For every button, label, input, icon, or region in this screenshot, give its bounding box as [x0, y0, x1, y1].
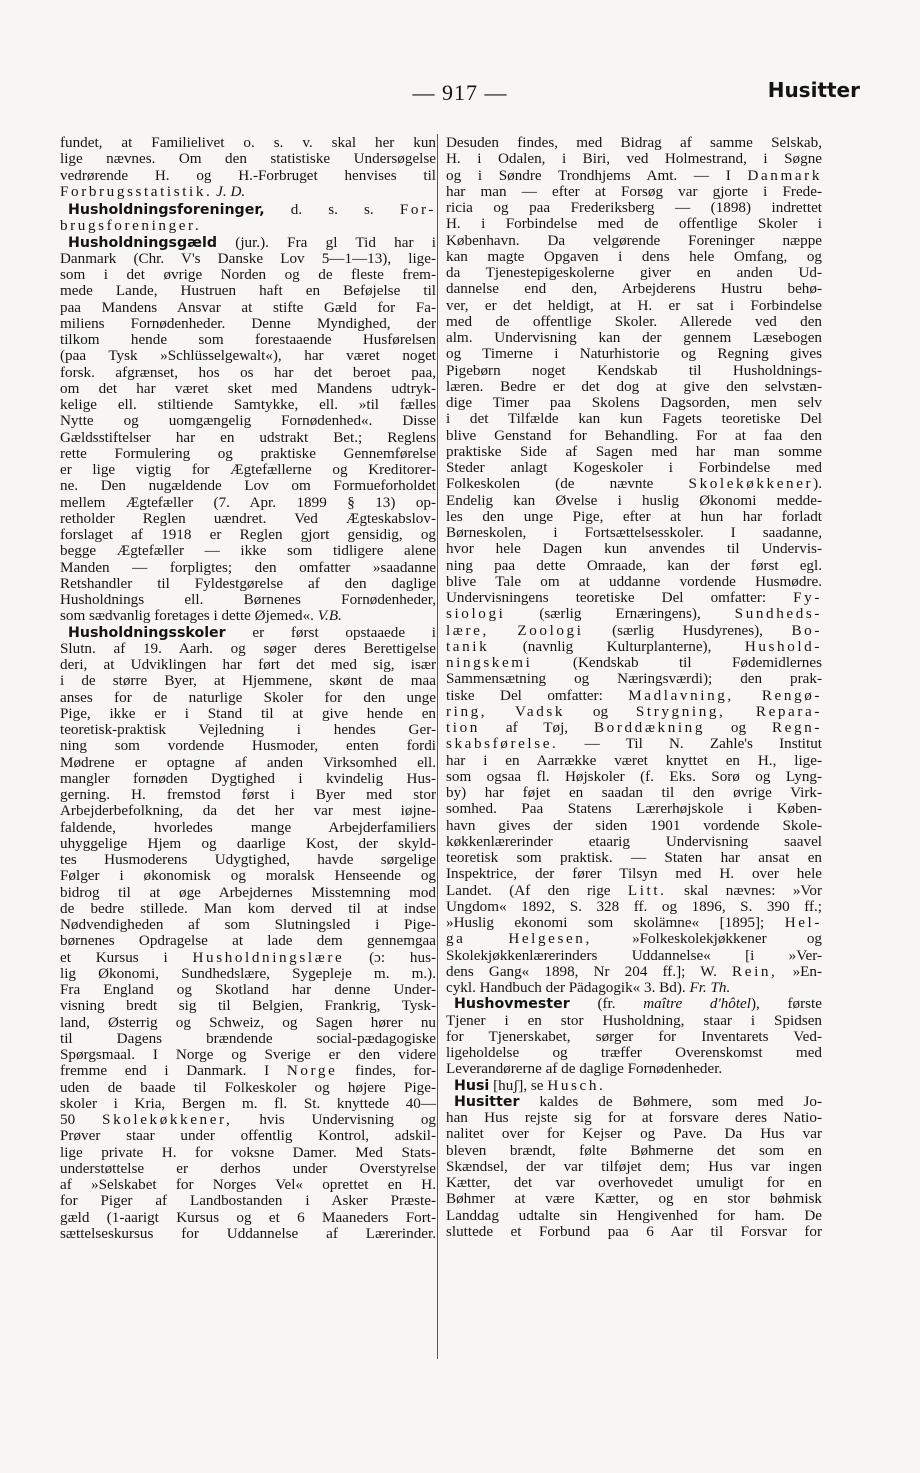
text-line: bleven brændt, følte Bøhmerne det som en	[446, 1141, 822, 1159]
text-run: findes, for-	[337, 1062, 437, 1080]
text-line: H. i Forbindelse med de offentlige Skoler i	[446, 215, 822, 233]
left-column	[60, 135, 436, 1242]
text-line	[60, 202, 436, 218]
text-line: af »Selskabet for Norges Vel« oprettet en H.	[60, 1176, 436, 1193]
text-line: kelige ell. stiltiende Samtykke, ell. »til fælles	[60, 396, 436, 413]
text-line: begge Ægtefæller — ikke som tidligere alene	[60, 542, 436, 560]
text-line: gæld (1-aarigt Kursus og et 6 Maaneders Fort-	[60, 1208, 436, 1226]
text-line: ver, er det heldigt, at H. er sat i Forbindelse	[446, 296, 822, 314]
headword: Husholdningsforeninger,	[68, 202, 265, 218]
text-run: »En-	[777, 962, 822, 980]
text-run: og	[705, 719, 772, 736]
text-run: Undervisningens teoretiske Del omfatter:	[446, 589, 794, 606]
running-head: Husitter	[767, 78, 860, 102]
text-run: Rein,	[732, 962, 778, 980]
text-line: nalitet over for Kejser og Pave. Da Hus var	[446, 1125, 822, 1143]
text-run: Danmark	[747, 166, 822, 184]
headword: Hushovmester	[454, 996, 570, 1013]
text-line: forslaget af 1918 er Reglen gjort gensidig, og	[60, 526, 436, 543]
text-line: sluttede et Forbund paa 6 Aar til Forsvar for	[446, 1222, 822, 1240]
text-run: tiske Del omfatter:	[446, 686, 629, 704]
text-run: ga Helgesen,	[446, 930, 592, 948]
text-line: understøttelse er derhos under Overstyrelse	[60, 1159, 436, 1177]
text-line	[446, 915, 822, 931]
text-run: 50	[60, 1111, 103, 1128]
text-line	[446, 883, 822, 899]
text-run: Bo-	[791, 621, 822, 639]
text-line: bidrog til at øge Arbejdernes Misstemning mod	[60, 883, 436, 901]
text-line: Spørgsmaal. I Norge og Sverige er den videre	[60, 1046, 436, 1063]
text-run: skabsførelse.	[446, 735, 559, 753]
text-line: for Piger af Landbostanden i Asker Præste-	[60, 1192, 436, 1210]
text-line: Børneskolen, i Fortsættelsesskoler. I saadanne,	[446, 524, 822, 541]
column-rule	[437, 134, 438, 1359]
text-line: har man — efter at Forsøg var gjorte i Frede-	[446, 182, 822, 200]
text-line: mangler fornøden Dygtighed i kvindelig Hus-	[60, 769, 436, 787]
text-run: cykl. Handbuch der Pädagogik« 3. Bd).	[446, 979, 690, 996]
text-line: Steder anlagt Kogeskoler i Forbindelse med	[446, 459, 822, 476]
text-run: fremme end i Danmark. I	[60, 1062, 287, 1080]
text-run: For-	[399, 201, 436, 218]
text-line: retholder Reglen uændret. Ved Ægteskabslov-	[60, 509, 436, 527]
text-run: ring,	[446, 702, 488, 720]
headword: Husi	[454, 1077, 490, 1094]
text-run: skal nævnes: »Vor	[666, 881, 822, 899]
text-line: Desuden findes, med Bidrag af samme Selskab,	[446, 134, 822, 151]
text-line	[60, 235, 436, 251]
text-run: (særlig Ernæringens),	[505, 605, 735, 623]
text-run: (jur.). Fra gl Tid har i	[217, 233, 436, 251]
text-line: som ogsaa fl. Højskoler (f. Eks. Sorø og Lyng-	[446, 767, 822, 785]
text-run: Forbrugsstatistik.	[60, 182, 213, 200]
text-run: »Folkeskolekjøkkener og	[591, 930, 822, 948]
text-run: (Kendskab til Fødemidlernes	[532, 654, 822, 671]
text-run: Skolekøkkener,	[102, 1111, 233, 1128]
text-line	[446, 931, 822, 947]
text-line: Husholdnings ell. Børnenes Fornødenheder,	[60, 591, 436, 608]
text-line: somhed. Paa Statens Lærerhøjskole i Køben-	[446, 800, 822, 818]
text-line: Skændsel, der var tilføjet dem; Hus var ingen	[446, 1157, 822, 1175]
text-line: i det Tilfælde kan kun Fagets teoretiske Del	[446, 410, 822, 428]
text-line	[60, 218, 436, 234]
text-run: af Tøj,	[479, 719, 594, 736]
text-line: havn gives der siden 1901 vordende Skole-	[446, 816, 822, 834]
text-line	[446, 606, 822, 622]
text-line: deri, at Udviklingen har ført det med sig, især	[60, 656, 436, 673]
text-run: ).	[813, 475, 822, 493]
text-line: blive Genstand for Behandling. For at faa den	[446, 426, 822, 444]
text-line: praktiske Side af Sagen med har man somme	[446, 442, 822, 460]
text-run: Hel-	[784, 914, 822, 931]
text-line: de bedre stillede. Man kom derved til at indse	[60, 899, 436, 917]
text-line: fundet, at Familielivet o. s. v. skal her kun	[60, 134, 436, 151]
text-run: Landet. (Af den rige	[446, 881, 628, 899]
headword: Husholdningsgæld	[68, 234, 217, 251]
text-line: ricia og paa Frederiksberg — (1898) indrettet	[446, 199, 822, 216]
text-line: Følger i økonomisk og moralsk Henseende og	[60, 867, 436, 885]
text-line: Skolekjøkkenlærerinders Uddannelse« [i »Ver-	[446, 946, 822, 964]
text-line	[446, 476, 822, 492]
headword: Husholdningsskoler	[68, 624, 226, 641]
text-line: forsk. afgrænset, hos os har det beroet paa,	[60, 363, 436, 381]
text-run: ), første	[750, 995, 822, 1013]
text-run: kaldes de Bøhmere, som med Jo-	[519, 1092, 822, 1110]
text-run: Husholdningslære	[192, 948, 345, 966]
text-line: Ungdom« 1892, S. 328 ff. og 1896, S. 390 ff.;	[446, 897, 822, 915]
text-line	[446, 1078, 822, 1094]
text-run: »Huslig ekonomi som skolämne« [1895];	[446, 914, 785, 931]
text-line: Kætter, det var overhovedet umuligt for en	[446, 1174, 822, 1191]
text-line: børnenes Opdragelse at lade dem gennemgaa	[60, 932, 436, 950]
text-line: er lige vigtig for Ægtefællerne og Kreditorer-	[60, 461, 436, 478]
text-line: da Tjenestepigeskolerne giver en anden Ud-	[446, 264, 822, 281]
text-line: Mødrene er optagne af anden Virksomhed ell.	[60, 753, 436, 771]
headword: Husitter	[454, 1093, 520, 1110]
text-line: uden de baade til Folkeskoler og højere Pige-	[60, 1078, 436, 1096]
text-line: til Dagens brændende social-pædagogiske	[60, 1029, 436, 1047]
text-run: Madlavning, Rengø-	[628, 686, 823, 704]
text-line: Gældsstiftelser har en udstrakt Bet.; Reglens	[60, 428, 436, 446]
text-line: om det har været sket med Mandens udtryk-	[60, 379, 436, 397]
text-line: køkkenlærerinder etaarig Undervisning saavel	[446, 832, 822, 850]
text-run: hvis Undervisning og	[232, 1111, 436, 1128]
text-line: hvor hele Dagen kun anvendes til Undervis-	[446, 540, 822, 558]
text-run: Borddækning	[593, 719, 706, 736]
text-run	[487, 703, 515, 720]
text-run: maître d'hôtel	[643, 995, 751, 1013]
text-run: dens Gang« 1898, Nr 204 ff.]; W.	[446, 962, 733, 980]
text-line: Nytte og uomgængelig Fornødenhed«. Disse	[60, 412, 436, 430]
text-line	[446, 1094, 822, 1110]
text-line: og Timerne i Naturhistorie og Regning gives	[446, 345, 822, 363]
text-line: ning som vordende Husmoder, enten fordi	[60, 737, 436, 755]
text-run: Sundheds-	[734, 605, 822, 623]
text-line: lige nævnes. Om den statistiske Undersøgelse	[60, 150, 436, 168]
text-line: les den unge Pige, efter at hun har forladt	[446, 507, 822, 525]
text-line: Sammensætning og Næringsværdi); den prak-	[446, 670, 822, 688]
text-run: Skolekøkkener	[688, 475, 814, 493]
text-run: Litt.	[627, 881, 667, 899]
text-run: som sædvanlig foretages i dette Øjemed«.	[60, 607, 318, 625]
text-line: Danmark (Chr. V's Danske Lov 5—1—13), lige-	[60, 249, 436, 267]
text-run: [huʃ], se	[489, 1076, 548, 1094]
text-run: (fr.	[569, 995, 644, 1013]
text-run: Fy-	[793, 589, 822, 606]
text-line: København. Da velgørende Foreninger næppe	[446, 231, 822, 249]
text-run: Vadsk	[515, 702, 566, 720]
text-run: og	[565, 702, 636, 720]
text-line: Leverandørerne af de daglige Fornødenheder.	[446, 1060, 723, 1078]
text-line: visning bredt sig til Belgien, Frankrig, Tysk-	[60, 997, 436, 1015]
text-line	[446, 168, 822, 184]
text-line	[60, 625, 436, 641]
text-line	[60, 1063, 436, 1079]
text-line: Landdag udtalte sin Hengivenhed for ham. De	[446, 1206, 822, 1224]
text-line	[446, 639, 822, 655]
text-line: ne. Den nugældende Lov om Formueforholdet	[60, 477, 436, 495]
text-line: land, Østerrig og Schweiz, og Sagen hører nu	[60, 1013, 436, 1031]
text-line	[446, 704, 822, 720]
text-line: by) har føjet en saadan til den øvrige Virk-	[446, 784, 822, 801]
text-run: Folkeskolen (de nævnte	[446, 475, 689, 493]
text-run: tanik	[446, 637, 490, 655]
text-run: tion	[446, 719, 480, 736]
text-run: et Kursus i	[60, 948, 193, 966]
text-run: (ɔ: hus-	[344, 948, 437, 966]
text-line	[60, 184, 436, 200]
text-run: d. s. s.	[264, 201, 400, 218]
text-line	[446, 655, 822, 671]
text-line	[60, 608, 436, 624]
text-line: uhyggelige Hjem og daarlige Kost, der skyld-	[60, 834, 436, 852]
text-line: teoretisk som praktisk. — Staten har ansat en	[446, 849, 822, 866]
text-run: Regn-	[771, 719, 822, 736]
text-line: Prøver staar under offentlig Kontrol, adskil-	[60, 1127, 436, 1145]
text-run: (særlig Husdyrenes),	[583, 621, 792, 639]
text-line: Tjener i en stor Husholdning, staar i Spidsen	[446, 1011, 822, 1029]
text-line: Manden — forpligtes; den omfatter »saadanne	[60, 558, 436, 576]
text-line: i de større Byer, at Hjemmene, skønt de maa	[60, 672, 436, 690]
text-line: Inspektrice, der fører Tilsyn med H. over hele	[446, 865, 822, 883]
text-line: alm. Undervisning kan der gennem Læsebogen	[446, 329, 822, 346]
text-line	[446, 720, 822, 736]
text-run: J. D.	[216, 182, 246, 200]
text-line: som i det øvrige Norden og de fleste frem-	[60, 266, 436, 283]
text-line: Retshandler til Fyldestgørelse af den daglige	[60, 574, 436, 592]
text-line: blive Tale om at uddanne vordende Husmødre.	[446, 572, 822, 590]
text-line: Arbejderbefolkning, da det her var mest iøjne-	[60, 802, 436, 820]
text-line: mellem Ægtefæller (7. Apr. 1899 § 13) op-	[60, 493, 436, 511]
text-line: han Hus rejste sig for at forsvare deres Natio-	[446, 1109, 822, 1126]
text-run: V.B.	[317, 607, 342, 625]
text-line	[446, 590, 822, 606]
page-header	[60, 76, 860, 110]
text-line: (paa Tysk »Schlüsselgewalt«), har været noget	[60, 347, 436, 365]
text-line: gerning. H. fremstod først i Byer med stor	[60, 786, 436, 803]
text-line: sættelseskursus for Uddannelse af Lærerinder.	[60, 1224, 436, 1242]
text-line: miliens Fornødenheder. Denne Myndighed, der	[60, 314, 436, 332]
text-run: Fr. Th.	[689, 979, 731, 996]
text-run: brugsforeninger.	[60, 217, 202, 235]
text-line	[60, 950, 436, 966]
text-run: — Til N. Zahle's Institut	[558, 735, 822, 753]
text-line: dige Timer paa Skolens Dagsorden, men selv	[446, 394, 822, 411]
text-run	[489, 622, 518, 639]
text-line: H. i Odalen, i Biri, ved Holmestrand, i Søgne	[446, 150, 822, 168]
text-run: Husch.	[547, 1076, 606, 1094]
text-line: ning paa dette Omraade, kan der først egl.	[446, 556, 822, 574]
text-line: skoler i Kria, Bergen m. fl. St. knyttede 40—	[60, 1094, 436, 1112]
text-line	[60, 1112, 436, 1128]
text-line: tes Husmoderens Udygtighed, havde sørgelige	[60, 851, 436, 868]
text-run: siologi	[446, 605, 506, 623]
right-column	[446, 135, 822, 1240]
text-line: Slutn. af 19. Aarh. og søger deres Berettigelse	[60, 639, 436, 657]
text-line: tilkom hende som forestaaende Husførelsen	[60, 331, 436, 348]
text-run: (navnlig Kulturplanterne),	[489, 637, 745, 655]
page-number: — 917 —	[412, 80, 508, 105]
text-line: Endelig kan Øvelse i huslig Økonomi medde-	[446, 491, 822, 509]
text-line: anses for de naturlige Skoler for den unge	[60, 688, 436, 706]
text-line: for Tjenerskabet, sørger for Inventarets Ved-	[446, 1027, 822, 1045]
text-run: Hushold-	[744, 637, 822, 655]
text-line	[446, 964, 822, 980]
text-run: er først opstaaede i	[225, 623, 436, 641]
text-line	[446, 980, 822, 996]
text-line: har i en Aarrække været knyttet en H., lige-	[446, 751, 822, 769]
text-line: kan magte Opgaven i dens hele Omfang, og	[446, 247, 822, 265]
text-line	[446, 623, 822, 639]
text-run: Strygning, Repara-	[635, 702, 822, 720]
text-line: Fra England og Skotland har denne Under-	[60, 981, 436, 998]
text-line: vedrørende H. og H.-Forbruget henvises til	[60, 166, 436, 184]
text-line	[446, 996, 822, 1012]
text-line: med de offentlige Skoler. Allerede ved den	[446, 312, 822, 330]
text-line: Pige, ikke er i Stand til at give hende en	[60, 704, 436, 722]
text-line: faldende, hvorledes mange Arbejderfamiliers	[60, 818, 436, 836]
text-run: ningskemi	[446, 654, 533, 671]
text-run: Norge	[286, 1062, 338, 1080]
text-line: ligeholdelse og træffer Overenskomst med	[446, 1044, 822, 1061]
text-line: lige private H. for voksne Damer. Med Stats-	[60, 1143, 436, 1161]
text-line: Nødvendigheden af som Slutningsled i Pige-	[60, 916, 436, 933]
text-run: og i Søndre Trondhjems Amt. — I	[446, 166, 748, 184]
text-run: lære,	[446, 621, 489, 639]
text-line: læren. Bedre er det dog at give den selvstæn-	[446, 377, 822, 395]
text-line: Pigebørn noget Kendskab til Husholdnings-	[446, 361, 822, 379]
text-line: lig Økonomi, Sundhedslære, Sygepleje m. m.).	[60, 964, 436, 982]
text-line: paa Mandens Ansvar at stifte Gæld for Fa-	[60, 298, 436, 316]
text-line: rette Formulering og praktiske Gennemførelse	[60, 444, 436, 462]
text-run: Zoologi	[517, 621, 584, 639]
text-line	[446, 688, 822, 704]
text-line	[446, 736, 822, 752]
text-line: mede Lande, Hustruen haft en Beføjelse til	[60, 282, 436, 300]
text-line: teoretisk-praktisk Vejledning i hendes Ger-	[60, 721, 436, 738]
text-line: dannelse end den, Arbejderens Hustru behø-	[446, 280, 822, 298]
text-line: Bøhmer at være Kætter, og en stor bøhmisk	[446, 1190, 822, 1208]
